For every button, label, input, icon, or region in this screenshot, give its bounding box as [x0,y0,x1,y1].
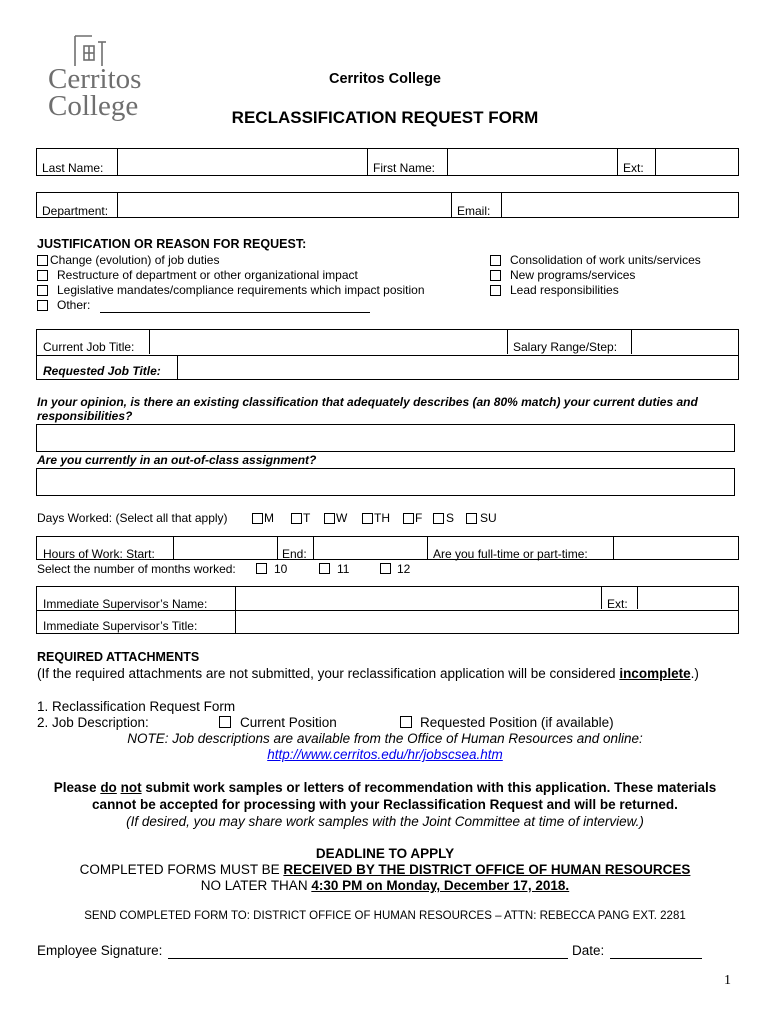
reason-other-checkbox[interactable] [37,300,48,311]
first-name-input[interactable] [448,150,617,174]
supervisor-ext-input[interactable] [638,588,738,609]
warning-line-1: Please do not submit work samples or letters of recommendation with this application. These materials [53,780,717,795]
day-s-checkbox[interactable] [433,513,444,524]
reason-legislative-label: Legislative mandates/compliance requirements which impact position [57,283,425,297]
first-name-label: First Name: [373,161,436,175]
hours-table [36,536,739,560]
last-name-input[interactable] [118,150,367,174]
ext-label: Ext: [623,161,644,175]
hours-start-label: Hours of Work: Start: [43,547,155,561]
reason-new-programs-checkbox[interactable] [490,270,501,281]
salary-range-label: Salary Range/Step: [513,340,618,354]
signature-input[interactable] [168,941,568,957]
reason-change-duties-checkbox[interactable] [37,255,48,266]
job-title-table [36,329,739,380]
name-row [36,148,739,176]
months-worked-label: Select the number of months worked: [37,562,236,576]
months-12-label: 12 [397,562,411,576]
current-position-label: Current Position [240,715,337,730]
department-label: Department: [42,204,109,218]
department-row [36,192,739,218]
attachments-heading: REQUIRED ATTACHMENTS [37,650,200,664]
reason-other-label: Other: [57,298,91,312]
reason-consolidation-label: Consolidation of work units/services [510,253,701,267]
reason-consolidation-checkbox[interactable] [490,255,501,266]
page-number: 1 [724,973,731,988]
day-m-checkbox[interactable] [252,513,263,524]
requested-position-label: Requested Position (if available) [420,715,614,730]
day-w-checkbox[interactable] [324,513,335,524]
reason-change-duties-label: Change (evolution) of job duties [50,253,220,267]
day-t-label: T [303,511,311,525]
attachments-note: (If the required attachments are not submitted, your reclassification application will be considered incomplete.) [37,666,699,681]
ext-input[interactable] [656,150,738,174]
out-of-class-answer-input[interactable] [36,468,735,496]
reason-other-underline [100,312,370,313]
last-name-label: Last Name: [42,161,104,175]
deadline-heading: DEADLINE TO APPLY [315,846,455,861]
reason-legislative-checkbox[interactable] [37,285,48,296]
deadline-line-1: COMPLETED FORMS MUST BE RECEIVED BY THE DISTRICT OFFICE OF HUMAN RESOURCES [79,862,691,877]
hours-end-label: End: [282,547,307,561]
day-t-checkbox[interactable] [291,513,302,524]
reason-lead-checkbox[interactable] [490,285,501,296]
requested-job-title-input[interactable] [178,356,738,379]
date-input[interactable] [610,941,702,957]
out-of-class-question: Are you currently in an out-of-class assignment? [37,453,317,467]
supervisor-name-input[interactable] [236,588,601,609]
logo-line-2: College [48,90,139,122]
attachment-item-2: 2. Job Description: [37,715,149,730]
requested-job-title-label: Requested Job Title: [43,364,161,378]
classification-question: In your opinion, is there an existing classification that adequately describes (an 80% match) your current duties and responsibilities? [37,395,698,423]
send-to-line: SEND COMPLETED FORM TO: DISTRICT OFFICE OF HUMAN RESOURCES – ATTN: REBECCA PANG EXT. 2281 [84,910,686,922]
warning-line-3: (If desired, you may share work samples with the Joint Committee at time of interview.) [126,814,644,829]
salary-range-input[interactable] [632,331,738,354]
signature-underline [168,958,568,959]
days-worked-label: Days Worked: (Select all that apply) [37,511,228,525]
classification-answer-input[interactable] [36,424,735,452]
reason-restructure-label: Restructure of department or other organizational impact [57,268,358,282]
date-label: Date: [572,943,605,958]
day-m-label: M [264,511,274,525]
supervisor-table [36,586,739,634]
supervisor-title-input[interactable] [236,611,738,633]
email-label: Email: [457,204,491,218]
day-f-label: F [415,511,423,525]
day-th-label: TH [374,511,390,525]
day-th-checkbox[interactable] [362,513,373,524]
months-10-label: 10 [274,562,288,576]
warning-line-2: cannot be accepted for processing with your Reclassification Request and will be returned. [92,797,678,812]
form-title: RECLASSIFICATION REQUEST FORM [231,108,539,127]
months-11-label: 11 [337,562,350,576]
current-position-checkbox[interactable] [219,716,231,728]
day-w-label: W [336,511,348,525]
day-s-label: S [446,511,455,525]
fulltime-label: Are you full-time or part-time: [433,547,588,561]
reason-new-programs-label: New programs/services [510,268,636,282]
reason-lead-label: Lead responsibilities [510,283,619,297]
day-su-checkbox[interactable] [466,513,477,524]
reason-restructure-checkbox[interactable] [37,270,48,281]
supervisor-ext-label: Ext: [607,597,628,611]
fulltime-input[interactable] [614,538,738,559]
college-name: Cerritos College [329,71,441,87]
hours-end-input[interactable] [314,538,427,559]
current-job-title-input[interactable] [150,331,507,354]
department-input[interactable] [118,194,451,216]
justification-heading: JUSTIFICATION OR REASON FOR REQUEST: [37,237,307,251]
deadline-line-2: NO LATER THAN 4:30 PM on Monday, December 17, 2018. [200,878,570,893]
date-underline [610,958,702,959]
attachment-item-1: 1. Reclassification Request Form [37,699,236,714]
email-input[interactable] [502,194,738,216]
months-10-checkbox[interactable] [256,563,267,574]
signature-label: Employee Signature: [37,943,163,958]
current-job-title-label: Current Job Title: [43,340,135,354]
logo-line-1: Cerritos [48,63,142,95]
supervisor-title-label: Immediate Supervisor’s Title: [43,619,198,633]
job-description-note: NOTE: Job descriptions are available from the Office of Human Resources and online: [127,731,643,746]
day-f-checkbox[interactable] [403,513,414,524]
incomplete-emphasis: incomplete [619,666,691,681]
day-su-label: SU [480,511,497,525]
job-descriptions-link[interactable]: http://www.cerritos.edu/hr/jobscsea.htm [267,747,503,762]
supervisor-name-label: Immediate Supervisor’s Name: [43,597,208,611]
requested-position-checkbox[interactable] [400,716,412,728]
reason-other-input[interactable] [100,297,370,311]
months-12-checkbox[interactable] [380,563,391,574]
hours-start-input[interactable] [174,538,277,559]
months-11-checkbox[interactable] [319,563,330,574]
